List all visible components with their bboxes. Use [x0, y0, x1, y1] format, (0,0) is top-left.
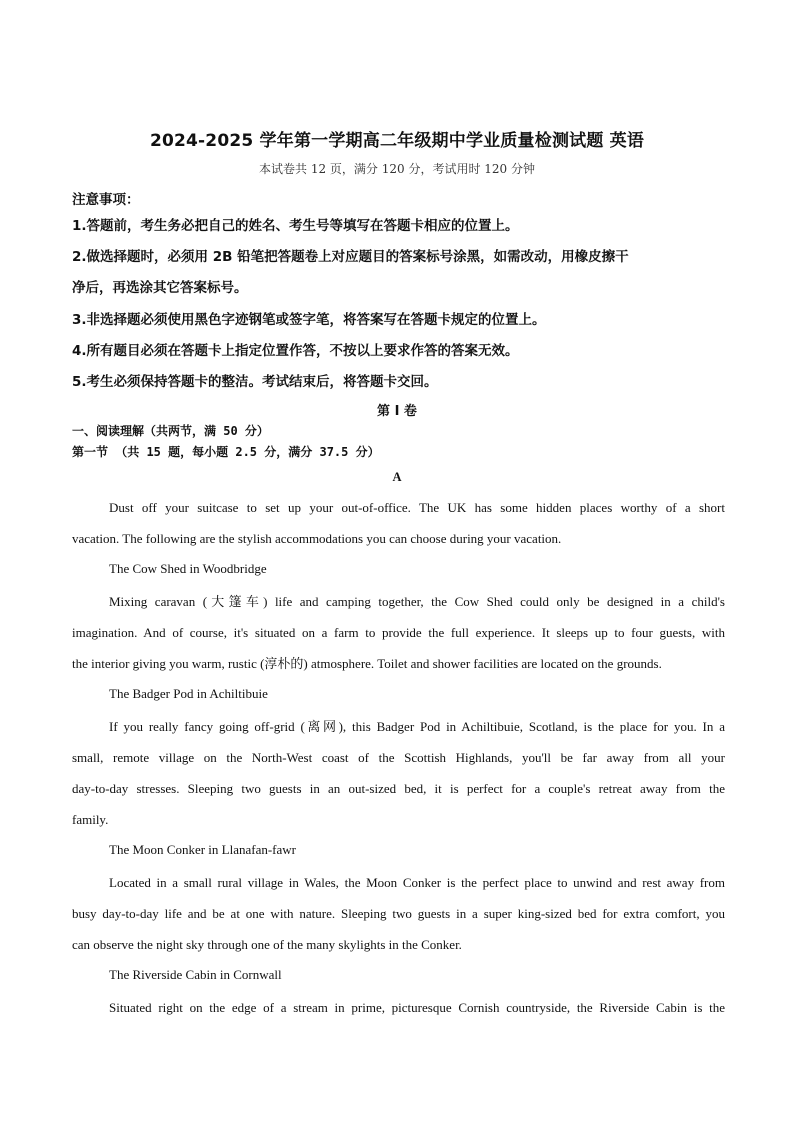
passage-line: Mixing caravan (大篷车) life and camping together, the Cow Shed could only be designed in a child's [109, 594, 725, 609]
passage-line: small, remote village on the North-West coast of the Scottish Highlands, you'll be far away from all your [72, 750, 725, 765]
notice-heading: 注意事项： [72, 192, 140, 208]
notice-item-4: 4.所有题目必须在答题卡上指定位置作答，不按以上要求作答的答案无效。 [72, 343, 519, 359]
notice-item-2: 2.做选择题时，必须用 2B 铅笔把答题卷上对应题目的答案标号涂黑，如需改动，用橡皮擦干 [72, 249, 629, 265]
passage-line: If you really fancy going off-grid (离网), this Badger Pod in Achiltibuie, Scotland, is the place for you. In a [109, 719, 725, 734]
notice-item-2-cont: 净后，再选涂其它答案标号。 [72, 280, 248, 296]
passage-line: the interior giving you warm, rustic (淳朴的) atmosphere. Toilet and shower facilities are located on the grounds. [72, 656, 662, 671]
place-heading: The Moon Conker in Llanafan-fawr [109, 842, 296, 857]
subsection-heading: 第一节 （共 15 题，每小题 2.5 分，满分 37.5 分） [72, 445, 380, 459]
exam-title: 2024-2025 学年第一学期高二年级期中学业质量检测试题 英语 [149, 131, 645, 151]
exam-subtitle: 本试卷共 12 页，满分 120 分，考试用时 120 分钟 [259, 162, 535, 176]
passage-line: Situated right on the edge of a stream in prime, picturesque Cornish countryside, the Riverside Cabin is the [109, 1000, 725, 1015]
passage-line: can observe the night sky through one of the many skylights in the Conker. [72, 937, 462, 952]
notice-item-5: 5.考生必须保持答题卡的整洁。考试结束后，将答题卡交回。 [72, 374, 438, 390]
passage-line: Dust off your suitcase to set up your out-of-office. The UK has some hidden places worthy of a short [109, 500, 725, 515]
passage-line: day-to-day stresses. Sleeping two guests in an out-sized bed, it is perfect for a couple's retreat away from the [72, 781, 725, 796]
notice-item-3: 3.非选择题必须使用黑色字迹钢笔或签字笔，将答案写在答题卡规定的位置上。 [72, 312, 546, 328]
passage-line: Located in a small rural village in Wales, the Moon Conker is the perfect place to unwind and rest away from [109, 875, 725, 890]
passage-line: family. [72, 812, 109, 827]
passage-letter: A [392, 470, 402, 484]
passage-line: vacation. The following are the stylish accommodations you can choose during your vacation. [72, 531, 562, 546]
place-heading: The Riverside Cabin in Cornwall [109, 967, 282, 982]
part-title: 第 I 卷 [377, 404, 417, 419]
place-heading: The Cow Shed in Woodbridge [109, 561, 267, 576]
passage-line: imagination. And of course, it's situated on a farm to provide the full experience. It sleeps up to four guests, with [72, 625, 725, 640]
place-heading: The Badger Pod in Achiltibuie [109, 686, 268, 701]
passage-line: busy day-to-day life and be at one with nature. Sleeping two guests in a super king-sized bed for extra comfort, you [72, 906, 725, 921]
section-heading: 一、阅读理解（共两节，满 50 分） [72, 424, 269, 438]
notice-item-1: 1.答题前，考生务必把自己的姓名、考生号等填写在答题卡相应的位置上。 [72, 218, 519, 234]
